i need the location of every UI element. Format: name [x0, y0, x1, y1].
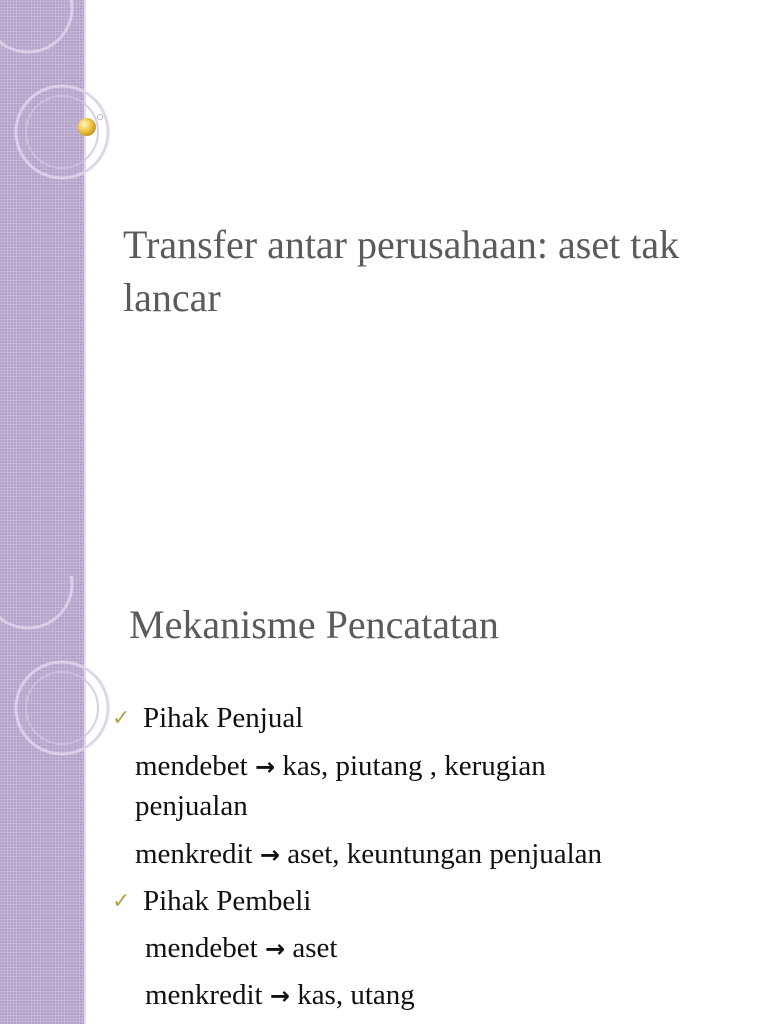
- entry-verb: mendebet: [145, 932, 258, 964]
- entry-accounts: kas, piutang , kerugian: [282, 750, 546, 782]
- slide-heading: Mekanisme Pencatatan: [129, 602, 499, 647]
- decorative-rings: [0, 0, 120, 200]
- slide-mekanisme: [0, 576, 768, 1024]
- entry-credit-penjual: [135, 838, 602, 871]
- entry-verb: mendebet: [135, 750, 248, 782]
- ring-top: [0, 0, 72, 52]
- gold-orb: [78, 118, 96, 136]
- bullet-label-penjual: Pihak Penjual: [143, 702, 304, 734]
- arrow-right-icon: →: [264, 935, 286, 963]
- arrow-right-icon: →: [259, 841, 280, 869]
- slide-body: [0, 576, 768, 1024]
- entry-accounts: aset: [292, 932, 338, 964]
- check-icon: ✓: [112, 888, 131, 913]
- entry-accounts: kas, utang: [297, 979, 415, 1011]
- check-icon: ✓: [112, 705, 131, 730]
- entry-debit-penjual: [135, 750, 546, 783]
- bullet-label-pembeli: Pihak Pembeli: [143, 885, 312, 917]
- slide-title-text: Transfer antar perusahaan: aset tak lancar: [123, 222, 680, 320]
- entry-accounts: aset, keuntungan penjualan: [287, 838, 603, 870]
- entry-credit-pembeli: [145, 979, 415, 1012]
- arrow-right-icon: →: [269, 982, 290, 1010]
- entry-verb: menkredit: [135, 838, 253, 870]
- entry-continuation: penjualan: [135, 790, 248, 822]
- entry-verb: menkredit: [145, 979, 263, 1011]
- entry-debit-pembeli: [145, 932, 337, 965]
- arrow-right-icon: →: [254, 753, 276, 781]
- small-orb: [98, 115, 103, 120]
